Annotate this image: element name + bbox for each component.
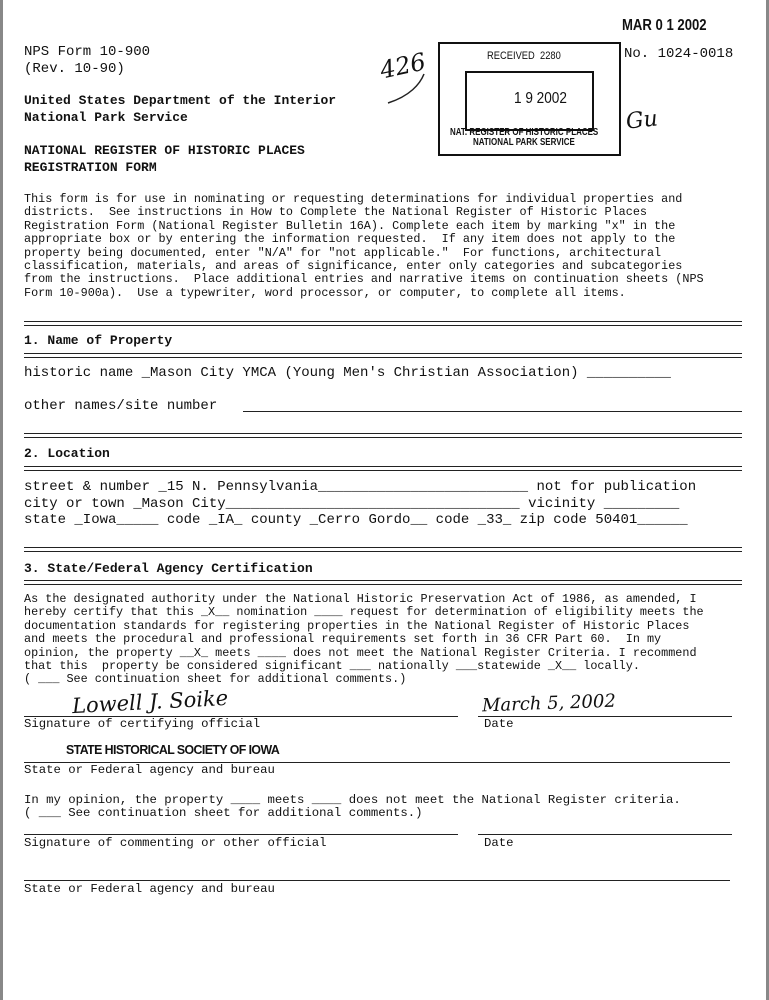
instructions-line: This form is for use in nominating or requesting determinations for individual properties and bbox=[24, 192, 683, 206]
agency-label: State or Federal agency and bureau bbox=[24, 763, 275, 777]
scan-edge-left bbox=[0, 0, 3, 1000]
instructions-paragraph bbox=[24, 193, 752, 300]
certification-line: opinion, the property __X_ meets ____ does not meet the National Register Criteria. I recommend bbox=[24, 645, 697, 660]
certification-paragraph bbox=[24, 593, 752, 687]
signature-label: Signature of certifying official bbox=[24, 717, 261, 731]
handwritten-initials: Gu bbox=[624, 106, 659, 135]
received-stamp-label: RECEIVED 2280 bbox=[487, 50, 561, 62]
commenting-date-label: Date bbox=[484, 836, 514, 850]
certification-line: and meets the procedural and professional requirements set forth in 36 CFR Part 60. In my bbox=[24, 632, 662, 647]
certification-line: ( ___ See continuation sheet for additional comments.) bbox=[24, 672, 407, 687]
agency-line-2 bbox=[24, 880, 730, 881]
date-label: Date bbox=[484, 717, 514, 731]
commenting-signature-line bbox=[24, 834, 458, 835]
handwritten-number: 426 bbox=[377, 47, 429, 85]
other-names-blank bbox=[243, 411, 742, 412]
instructions-line: Registration Form (National Register Bulletin 16A). Complete each item by marking "x" in the bbox=[24, 218, 676, 233]
section-divider bbox=[24, 353, 742, 358]
historic-name-field: historic name _Mason City YMCA (Young Men's Christian Association) __________ bbox=[24, 365, 671, 381]
form-revision: (Rev. 10-90) bbox=[24, 61, 125, 77]
handwritten-stroke bbox=[380, 70, 430, 106]
certification-line: that this property be considered significant ___ nationally ___statewide _X__ locally. bbox=[24, 659, 640, 674]
agency-name-stamp: STATE HISTORICAL SOCIETY OF IOWA bbox=[66, 742, 280, 757]
state-field: state _Iowa_____ code _IA_ county _Cerro Gordo__ code _33_ zip code 50401______ bbox=[24, 512, 688, 528]
form-title-line-2: REGISTRATION FORM bbox=[24, 160, 157, 175]
city-field: city or town _Mason City___________________________________ vicinity _________ bbox=[24, 496, 680, 512]
instructions-line: from the instructions. Place additional entries and narrative items on continuation sheets (NPS bbox=[24, 272, 704, 287]
opinion-line-1: In my opinion, the property ____ meets ____ does not meet the National Register criteria. bbox=[24, 793, 681, 807]
certifying-date-handwritten: March 5, 2002 bbox=[481, 690, 617, 717]
commenting-date-line bbox=[478, 834, 732, 835]
form-title-line-1: NATIONAL REGISTER OF HISTORIC PLACES bbox=[24, 143, 305, 158]
instructions-line: classification, materials, and areas of significance, enter only categories and subcategories bbox=[24, 259, 683, 274]
street-field: street & number _15 N. Pennsylvania_________________________ not for publication bbox=[24, 479, 697, 495]
received-stamp-park-service: NATIONAL PARK SERVICE bbox=[473, 136, 575, 148]
instructions-line: districts. See instructions in How to Complete the National Register of Historic Places bbox=[24, 205, 647, 220]
section-divider bbox=[24, 580, 742, 585]
date-line bbox=[478, 716, 732, 717]
section-1-title: 1. Name of Property bbox=[24, 333, 173, 348]
received-stamp-register: NAT. REGISTER OF HISTORIC PLACES bbox=[450, 126, 599, 138]
section-divider bbox=[24, 321, 742, 326]
form-number: NPS Form 10-900 bbox=[24, 44, 151, 60]
section-divider bbox=[24, 547, 742, 552]
opinion-line-2: ( ___ See continuation sheet for additional comments.) bbox=[24, 806, 423, 820]
omb-number: No. 1024-0018 bbox=[624, 46, 734, 62]
top-date-stamp: MAR 0 1 2002 bbox=[622, 17, 707, 34]
instructions-line: property being documented, enter "N/A" for "not applicable." For functions, architectural bbox=[24, 245, 662, 260]
certification-line: documentation standards for registering properties in the National Register of Historic Places bbox=[24, 618, 690, 633]
department-name: United States Department of the Interior bbox=[24, 93, 337, 108]
agency-label-2: State or Federal agency and bureau bbox=[24, 882, 275, 896]
commenting-signature-label: Signature of commenting or other official bbox=[24, 836, 327, 850]
other-names-label: other names/site number bbox=[24, 398, 218, 414]
instructions-line: Form 10-900a). Use a typewriter, word processor, or computer, to complete all items. bbox=[24, 285, 626, 300]
instructions-line: appropriate box or by entering the information requested. If any item does not apply to the bbox=[24, 232, 676, 247]
section-3-title: 3. State/Federal Agency Certification bbox=[24, 561, 313, 576]
certifying-signature: Lowell J. Soike bbox=[71, 685, 229, 719]
section-divider bbox=[24, 433, 742, 438]
certification-line: hereby certify that this _X__ nomination ____ request for determination of eligibility meets the bbox=[24, 605, 704, 620]
section-divider bbox=[24, 466, 742, 471]
received-stamp-date: 1 9 2002 bbox=[514, 90, 567, 107]
certification-line: As the designated authority under the National Historic Preservation Act of 1986, as amended, I bbox=[24, 592, 697, 606]
section-2-title: 2. Location bbox=[24, 446, 110, 461]
service-name: National Park Service bbox=[24, 110, 188, 125]
